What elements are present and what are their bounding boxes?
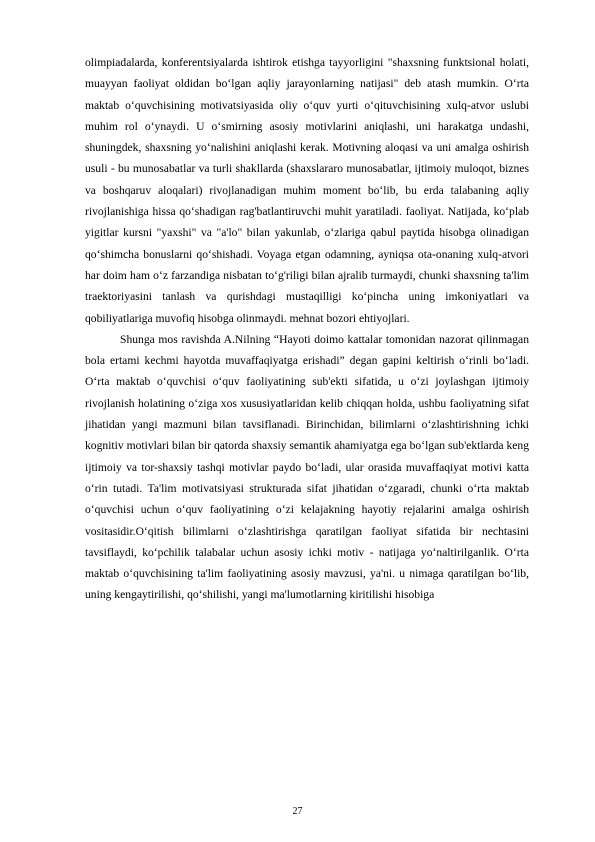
paragraph-nil-quote: Shunga mos ravishda A.Nilning “Hayoti doimo kattalar tomonidan nazorat qilinmagan bola ertami kechmi hayotda muvaffaqiyatga erishadi” degan gapini keltirish o‘rinli bo‘ladi. O‘rta maktab o‘quvchisi o‘quv faoliyatining sub'ekti sifatida, u o‘zi joylashgan ijtimoiy rivojlanish holatining o‘ziga xos xususiyatlaridan kelib chiqqan holda, ushbu faoliyatning sifat jihatidan yangi mazmuni bilan tavsiflanadi. Birinchidan, bilimlarni o‘zlashtirishning ichki kognitiv motivlari bilan bir qatorda shaxsiy semantik ahamiyatga ega bo‘lgan sub'ektlarda keng ijtimoiy va tor-shaxsiy tashqi motivlar paydo bo‘ladi, ular orasida muvaffaqiyat motivi katta o‘rin tutadi. Ta'lim motivatsiyasi strukturada sifat jihatidan o‘zgaradi, chunki o‘rta maktab o‘quvchisi uchun o‘quv faoliyatining o‘zi kelajakning hayotiy rejalarini amalga oshirish vositasidir.O‘qitish bilimlarni o‘zlashtirishga qaratilgan faoliyat sifatida bir nechtasini tavsiflaydi, ko‘pchilik talabalar uchun asosiy ichki motiv - natijaga yo‘naltirilganlik. O‘rta maktab o‘quvchisining ta'lim faoliyatining asosiy mavzusi, ya'ni. u nimaga qaratilgan bo‘lib, uning kengaytirilishi, qo‘shilishi, yangi ma'lumotlarning kiritilishi hisobiga bbox=[85, 332, 529, 602]
page-number: 27 bbox=[292, 806, 303, 817]
paragraph-continuation: olimpiadalarda, konferentsiyalarda ishtirok etishga tayyorligini "shaxsning funktsional holati, muayyan faoliyat oldidan bo‘lgan aqliy jarayonlarning natijasi" deb atash mumkin. O‘rta maktab o‘quvchisining motivatsiyasida oliy o‘quv yurti o‘qituvchisining xulq-atvor uslubi muhim rol o‘ynaydi. U o‘smirning asosiy motivlarini aniqlashi, uni harakatga undashi, shuningdek, shaxsning yo‘nalishini aniqlashi kerak. Motivning aloqasi va uni amalga oshirish usuli - bu munosabatlar va turli shakllarda (shaxslararo munosabatlar, ijtimoiy muloqot, biznes va boshqaruv aloqalari) rivojlanadigan muhim moment bo‘lib, bu erda talabaning aqliy rivojlanishiga hissa qo‘shadigan rag'batlantiruvchi muhit yaratiladi. faoliyat. Natijada, ko‘plab yigitlar kursni "yaxshi" va "a'lo" bilan yakunlab, o‘zlariga qabul paytida hisobga olinadigan qo‘shimcha bonuslarni qo‘shishadi. Voyaga etgan odamning, ayniqsa ota-onaning xulq-atvori har doim ham o‘z farzandiga nisbatan to‘g'riligi bilan ajralib turmaydi, chunki shaxsning ta'lim traektoriyasini tanlash va qurishdagi mustaqilligi ko‘pincha uning imkoniyatlari va qobiliyatlariga muvofiq hisobga olinmaydi. mehnat bozori ehtiyojlari. bbox=[85, 56, 529, 325]
body-text bbox=[85, 52, 529, 606]
